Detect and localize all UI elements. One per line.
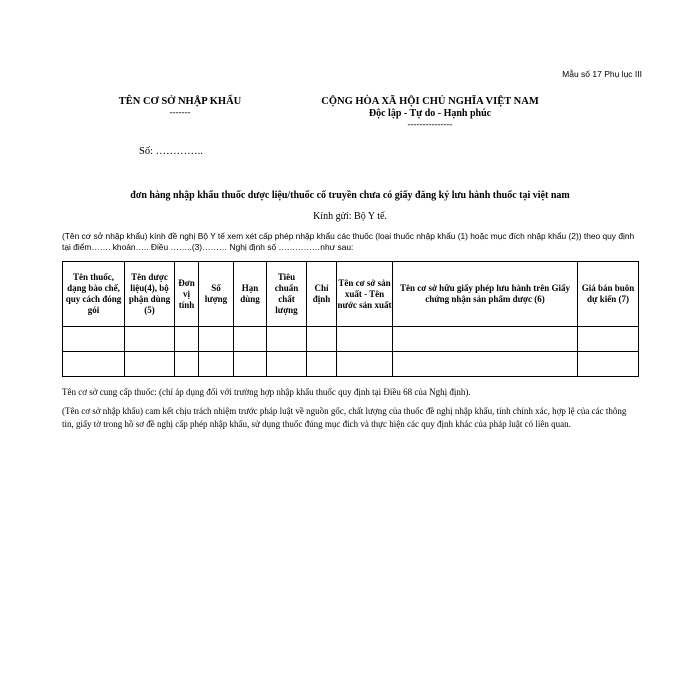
col-header-unit: Đơn vị tính (175, 262, 199, 327)
table-cell[interactable] (307, 327, 337, 352)
table-cell[interactable] (125, 352, 175, 377)
col-header-manufacturer: Tên cơ sở sản xuất - Tên nước sản xuất (337, 262, 393, 327)
col-header-quality-standard: Tiêu chuẩn chất lượng (267, 262, 307, 327)
col-header-indication: Chỉ định (307, 262, 337, 327)
table-cell[interactable] (199, 352, 234, 377)
col-header-quantity: Số lượng (199, 262, 234, 327)
request-paragraph: (Tên cơ sở nhập khẩu) kính đề nghị Bộ Y tế xem xét cấp phép nhập khẩu các thuốc (loại thuốc nhập khẩu (1) hoặc mục đích nhập khẩu (2)) theo quy định tại điểm……. khoản….. Điều ……..(3)……… Nghị định số ……………như sau: (62, 231, 635, 252)
table-cell[interactable] (578, 327, 639, 352)
table-cell[interactable] (307, 352, 337, 377)
national-motto: Độc lập - Tự do - Hạnh phúc (368, 108, 492, 119)
table-cell[interactable] (63, 327, 125, 352)
table-cell[interactable] (63, 352, 125, 377)
recipient-line: Kính gửi: Bộ Y tế. (313, 211, 387, 222)
table-row (63, 352, 639, 377)
table-cell[interactable] (267, 352, 307, 377)
document-title: đơn hàng nhập khẩu thuốc dược liệu/thuốc cổ truyền chưa có giấy đăng ký lưu hành thuốc tại việt nam (130, 190, 570, 201)
importer-divider: ------- (169, 107, 191, 117)
table-cell[interactable] (175, 327, 199, 352)
import-items-table (62, 261, 639, 377)
table-cell[interactable] (337, 327, 393, 352)
col-header-expiry: Hạn dùng (234, 262, 267, 327)
table-header-row (63, 262, 639, 327)
form-code: Mẫu số 17 Phụ lục III (562, 69, 642, 79)
col-header-herbal-material: Tên dược liệu(4), bộ phận dùng (5) (125, 262, 175, 327)
table-cell[interactable] (175, 352, 199, 377)
commitment-paragraph: (Tên cơ sở nhập khẩu) cam kết chịu trách nhiệm trước pháp luật về nguồn gốc, chất lượng của thuốc đề nghị nhập khẩu, tính chính xác, hợp lệ của các thông tin, giấy tờ trong hồ sơ đề nghị cấp phép nhập khẩu, sử dụng thuốc đúng mục đích và thực hiện các quy định khác của pháp luật có liên quan. (62, 406, 627, 429)
national-header (310, 96, 550, 128)
col-header-wholesale-price: Giá bán buôn dự kiến (7) (578, 262, 639, 327)
importer-name: TÊN CƠ SỞ NHẬP KHẨU (118, 96, 242, 107)
col-header-drug-name: Tên thuốc, dạng bào chế, quy cách đóng gói (63, 262, 125, 327)
table-cell[interactable] (234, 352, 267, 377)
table-row (63, 327, 639, 352)
table-cell[interactable] (393, 352, 578, 377)
table-cell[interactable] (393, 327, 578, 352)
motto-divider: --------------- (407, 119, 453, 129)
table-cell[interactable] (578, 352, 639, 377)
table-cell[interactable] (125, 327, 175, 352)
col-header-license-holder: Tên cơ sở hữu giấy phép lưu hành trên Giấy chứng nhận sản phẩm dược (6) (393, 262, 578, 327)
table-cell[interactable] (267, 327, 307, 352)
table-cell[interactable] (337, 352, 393, 377)
table-cell[interactable] (234, 327, 267, 352)
document-number: Số: ………….. (139, 146, 203, 157)
table-cell[interactable] (199, 327, 234, 352)
importer-header (90, 96, 270, 117)
supplier-line: Tên cơ sở cung cấp thuốc: (chỉ áp dụng đối với trường hợp nhập khẩu thuốc quy định tại Điều 68 của Nghị định). (62, 387, 471, 397)
country-name: CỘNG HÒA XÃ HỘI CHỦ NGHĨA VIỆT NAM (321, 96, 539, 107)
